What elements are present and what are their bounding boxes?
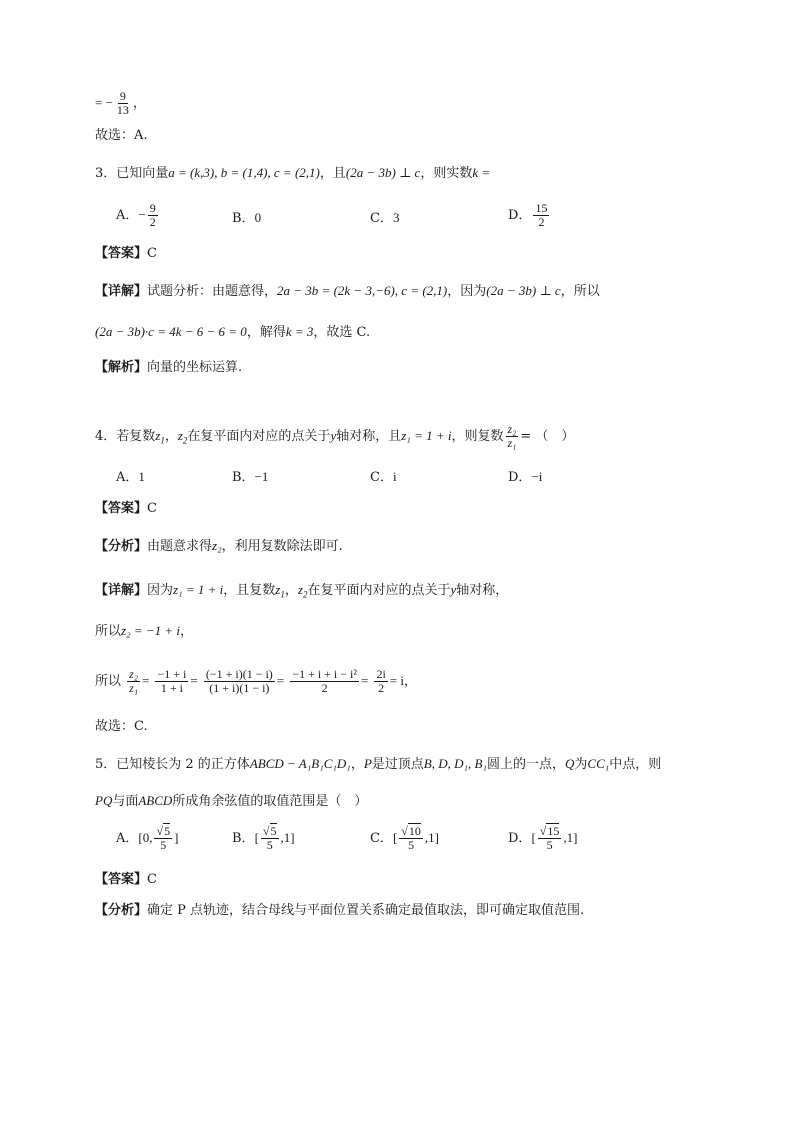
- q3-option-a: A．− $\frac{9}{2}$: [116, 201, 156, 229]
- q5-stem-line2: PQ与面ABCD所成角余弦值的取值范围是（ ）: [95, 793, 368, 809]
- q4-option-a: A．1: [116, 469, 145, 485]
- q4-detail: 【详解】因为z₁ = 1 + i，且复数$z_1$，$z_2$在复平面内对应的点关于y轴对称，: [95, 582, 509, 600]
- q3-option-d: D． $\frac{15}{2}$: [508, 201, 548, 229]
- q3-detail-line2: (2a − 3b)·c = 4k − 6 − 6 = 0，解得k = 3，故选 C.: [95, 324, 371, 340]
- q3-option-c: C．3: [370, 210, 400, 226]
- q3-analysis: 【解析】向量的坐标运算.: [95, 360, 243, 375]
- result-fraction: $\frac{9}{13}$: [116, 89, 129, 117]
- q4-fenxi: 【分析】由题意求得z₂，利用复数除法即可.: [95, 538, 343, 554]
- q3-option-b: B．0: [232, 210, 262, 226]
- q3-stem: 3．已知向量a = (k,3), b = (1,4), c = (2,1)，且(2a − 3b) ⊥ c，则实数k =: [95, 165, 491, 181]
- q4-option-b: B．−1: [232, 469, 269, 485]
- q5-fenxi: 【分析】确定 P 点轨迹，结合母线与平面位置关系确定最值取法，即可确定取值范围.: [95, 903, 585, 918]
- q3-detail-line1: 【详解】试题分析：由题意得，2a − 3b = (2k − 3,−6), c = (2,1)，因为(2a − 3b) ⊥ c，所以: [95, 283, 600, 299]
- q4-stem: 4．若复数$z_1$，$z_2$在复平面内对应的点关于y轴对称，且z₁ = 1 + i，则复数 $\frac{\text{z₂}}{\text{z₁}}$ = （ ）: [95, 422, 575, 450]
- q4-so-line2: 所以 $\frac{\text{z₂}}{\text{z₁}}$ = $\frac{-1 + i}{1 + i}$ = $\frac{(-1 + i)(1 - i)}{(1 + i)(1 - i)}$ = $\frac{\text{−1 + i + i − i²}}{2}$ = $\frac{2i}{2}$ = i，: [95, 667, 417, 695]
- q3-answer: 【答案】C: [95, 246, 157, 261]
- q5-option-d: D．[ $\frac{√15}{5}$ ,1]: [508, 824, 578, 852]
- q5-option-a: A．[0, $\frac{√5}{5}$ ]: [116, 824, 179, 852]
- q5-option-b: B．[ $\frac{√5}{5}$ ,1]: [232, 824, 295, 852]
- q5-answer: 【答案】C: [95, 872, 157, 887]
- q4-choice: 故选：C.: [95, 719, 148, 734]
- q5-stem-line1: 5．已知棱长为 2 的正方体ABCD − A₁B₁C₁D₁，P是过顶点B, D, D₁, B₁圆上的一点，Q为CC₁中点，则: [95, 756, 662, 772]
- q4-option-d: D．−i: [508, 469, 543, 485]
- q4-option-c: C．i: [370, 469, 397, 485]
- q5-option-c: C．[ $\frac{√10}{5}$ ,1]: [370, 824, 439, 852]
- q4-answer: 【答案】C: [95, 501, 157, 516]
- choice-line-a: 故选：A.: [95, 128, 148, 143]
- result-line: = − $\frac{9}{13}$ ，: [95, 89, 146, 117]
- q4-so-line1: 所以z₂ = −1 + i，: [95, 623, 194, 639]
